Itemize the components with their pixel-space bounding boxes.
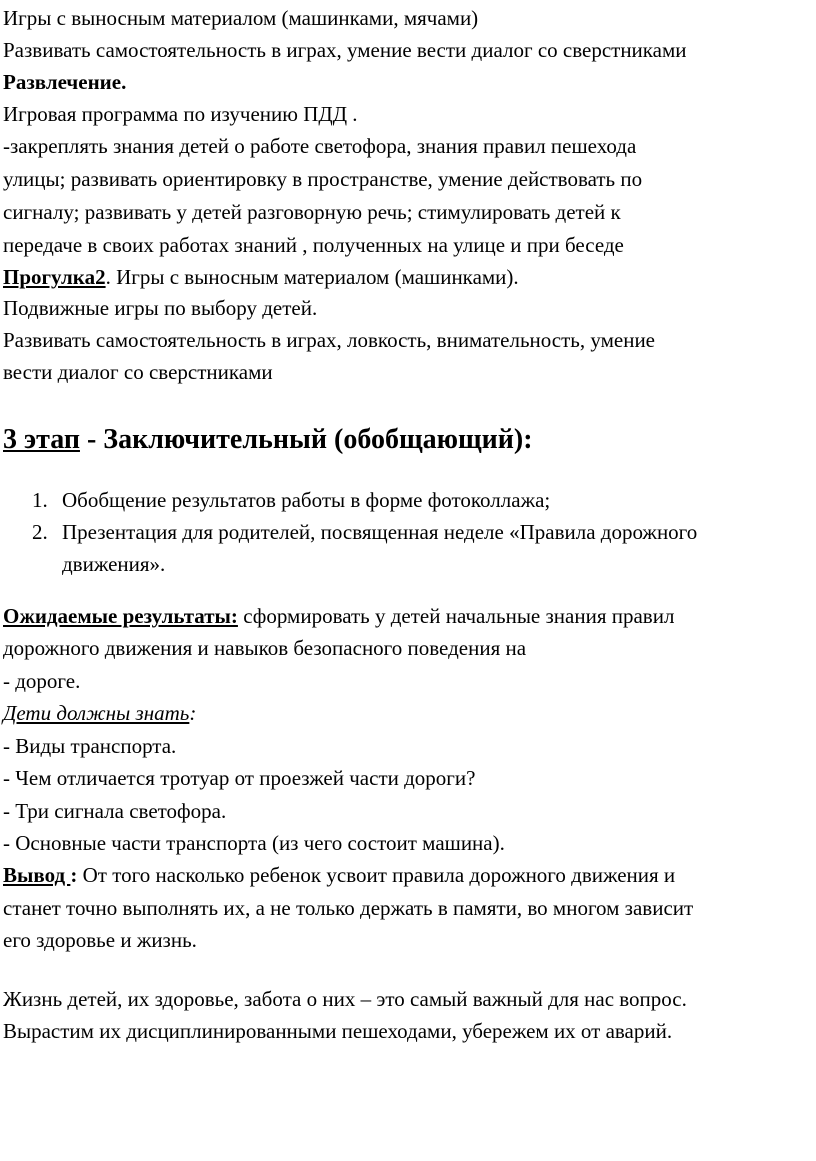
paragraph-line: Развивать самостоятельность в играх, ловкость, внимательность, умение: [3, 328, 656, 352]
paragraph-line: Вырастим их дисциплинированными пешеходами, убережем их от аварий.: [3, 1019, 673, 1043]
list-item-continuation: движения».: [62, 552, 166, 576]
list-item-number: 2.: [32, 520, 48, 544]
conclusion-text: От того насколько ребенок усвоит правила дорожного движения и: [77, 863, 676, 887]
must-know-colon: :: [189, 701, 197, 725]
paragraph-line: передаче в своих работах знаний , полученных на улице и при беседе: [3, 233, 624, 257]
paragraph-line: улицы; развивать ориентировку в пространстве, умение действовать по: [3, 167, 643, 191]
paragraph-line: Жизнь детей, их здоровье, забота о них – это самый важный для нас вопрос.: [3, 987, 687, 1011]
walk-label: Прогулка2: [3, 265, 106, 289]
conclusion-label: Вывод: [3, 863, 71, 887]
expected-results-text: сформировать у детей начальные знания правил: [237, 604, 675, 628]
paragraph-line: Подвижные игры по выбору детей.: [3, 296, 318, 320]
paragraph-line: - дороге.: [3, 669, 81, 693]
paragraph-line: Игровая программа по изучению ПДД .: [3, 102, 358, 126]
must-know-line: [3, 697, 196, 729]
expected-results-line: [3, 600, 674, 632]
list-item: Обобщение результатов работы в форме фотоколлажа;: [62, 488, 551, 512]
paragraph-line: дорожного движения и навыков безопасного поведения на: [3, 636, 527, 660]
paragraph-line: сигналу; развивать у детей разговорную речь; стимулировать детей к: [3, 200, 621, 224]
paragraph-line: вести диалог со сверстниками: [3, 360, 273, 384]
list-item: Презентация для родителей, посвященная неделе «Правила дорожного: [62, 520, 698, 544]
must-know-label: Дети должны знать: [3, 701, 190, 725]
conclusion-colon: :: [70, 863, 78, 887]
list-item: - Основные части транспорта (из чего состоит машина).: [3, 831, 505, 855]
walk-text: . Игры с выносным материалом (машинками).: [105, 265, 519, 289]
stage-label: 3 этап: [3, 424, 80, 455]
paragraph-line: Развивать самостоятельность в играх, умение вести диалог со сверстниками: [3, 38, 687, 62]
paragraph-line: станет точно выполнять их, а не только держать в памяти, во многом зависит: [3, 896, 694, 920]
list-item: - Виды транспорта.: [3, 734, 177, 758]
expected-results-label: Ожидаемые результаты:: [3, 604, 238, 628]
stage-heading: [3, 422, 533, 458]
stage-text: - Заключительный (обобщающий):: [79, 424, 533, 455]
paragraph-line: [3, 261, 519, 293]
list-item-number: 1.: [32, 488, 48, 512]
paragraph-line: его здоровье и жизнь.: [3, 928, 197, 952]
list-item: - Три сигнала светофора.: [3, 799, 227, 823]
paragraph-line: -закреплять знания детей о работе светофора, знания правил пешехода: [3, 134, 637, 158]
list-item: - Чем отличается тротуар от проезжей части дороги?: [3, 766, 476, 790]
conclusion-line: [3, 859, 675, 891]
paragraph-line: Игры с выносным материалом (машинками, мячами): [3, 6, 479, 30]
section-heading-entertainment: Развлечение.: [3, 70, 127, 94]
